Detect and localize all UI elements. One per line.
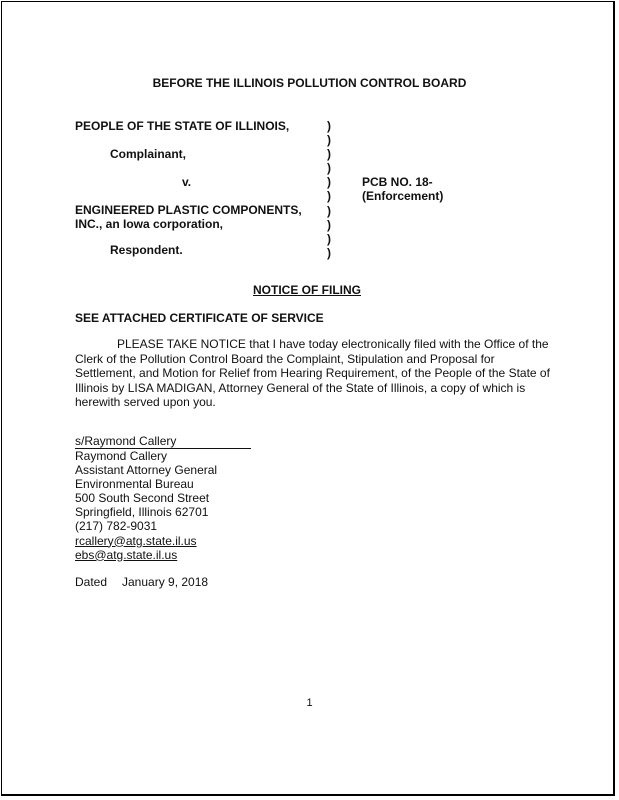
signer-name: Raymond Callery [75, 449, 168, 463]
caption-paren: ) [327, 245, 331, 260]
electronic-signature: s/Raymond Callery [75, 435, 251, 449]
caption-paren: ) [327, 231, 331, 246]
document-title: BEFORE THE ILLINOIS POLLUTION CONTROL BOARD [152, 76, 467, 90]
defendant-role: Respondent. [110, 243, 183, 257]
caption-paren: ) [327, 161, 331, 176]
case-number: PCB NO. 18- [362, 175, 433, 189]
caption-paren: ) [327, 203, 331, 218]
caption-paren: ) [327, 147, 331, 162]
email-link-ebs[interactable]: ebs@atg.state.il.us [75, 547, 178, 562]
plaintiff-role: Complainant, [110, 147, 187, 161]
caption-paren: ) [327, 189, 331, 204]
caption-parenthesis-column [327, 119, 331, 260]
defendant-name-line1: ENGINEERED PLASTIC COMPONENTS, [75, 203, 302, 217]
dated-value: January 9, 2018 [122, 575, 209, 589]
caption-paren: ) [327, 175, 331, 190]
notice-of-filing-heading: NOTICE OF FILING [253, 283, 361, 297]
case-type: (Enforcement) [362, 189, 444, 203]
caption-paren: ) [327, 119, 331, 133]
versus-label: v. [182, 175, 192, 189]
phone-number: (217) 782-9031 [75, 519, 158, 534]
caption-paren: ) [327, 133, 331, 148]
plaintiff-name: PEOPLE OF THE STATE OF ILLINOIS, [75, 119, 290, 133]
address-city: Springfield, Illinois 62701 [75, 505, 209, 520]
address-street: 500 South Second Street [75, 491, 210, 506]
signature-block [75, 435, 251, 562]
notice-body-paragraph: PLEASE TAKE NOTICE that I have today electronically filed with the Office of the Clerk of the Pollution Control Board the Complaint, Stipulation and Proposal for Settlement, and Motion for Relief from Hearing Requirement, of the People of the State of Illinois by LISA MADIGAN, Attorney General of the State of Illinois, a copy of which is herewith served upon you. [75, 337, 550, 409]
caption-paren: ) [327, 217, 331, 232]
dated-label: Dated [75, 575, 108, 589]
page-number: 1 [306, 697, 313, 709]
signer-title: Assistant Attorney General [75, 463, 218, 478]
certificate-of-service-heading: SEE ATTACHED CERTIFICATE OF SERVICE [75, 311, 324, 325]
signer-bureau: Environmental Bureau [75, 477, 194, 492]
defendant-name-line2: INC., an Iowa corporation, [75, 217, 224, 231]
email-link-rcallery[interactable]: rcallery@atg.state.il.us [75, 533, 197, 548]
